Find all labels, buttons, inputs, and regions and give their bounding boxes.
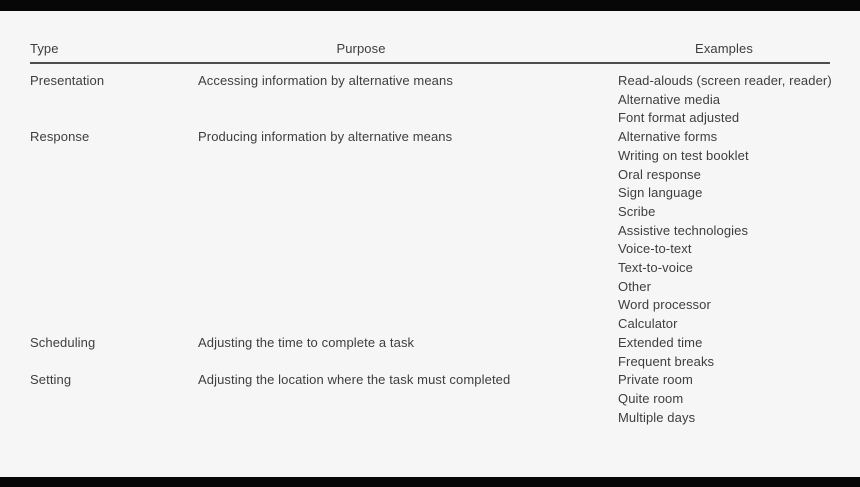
example-item: Other (618, 278, 652, 294)
table-row-setting (30, 371, 830, 427)
example-item: Frequent breaks (618, 353, 715, 369)
column-header-type: Type (30, 41, 59, 56)
table-row-presentation (30, 72, 830, 128)
example-item: Alternative media (618, 91, 721, 107)
table-header-row (30, 11, 830, 64)
type-cell: Response (30, 129, 90, 145)
examples-cell (618, 371, 830, 427)
example-item: Quite room (618, 390, 684, 406)
table-body (30, 64, 830, 427)
example-item: Voice-to-text (618, 241, 692, 257)
example-item: Writing on test booklet (618, 147, 749, 163)
example-item: Alternative forms (618, 129, 718, 145)
column-header-purpose: Purpose (336, 41, 386, 56)
examples-cell (618, 128, 830, 334)
purpose-cell: Adjusting the time to complete a task (198, 334, 415, 350)
example-item: Extended time (618, 334, 703, 350)
examples-cell (618, 334, 830, 371)
table-row-scheduling (30, 334, 830, 371)
example-item: Scribe (618, 203, 656, 219)
example-item: Word processor (618, 297, 711, 313)
column-header-examples: Examples (695, 41, 753, 56)
example-item: Multiple days (618, 409, 696, 425)
examples-cell (618, 72, 830, 128)
example-item: Private room (618, 372, 693, 388)
example-item: Assistive technologies (618, 222, 749, 238)
purpose-cell: Adjusting the location where the task must completed (198, 372, 511, 388)
example-item: Sign language (618, 185, 703, 201)
purpose-cell: Producing information by alternative means (198, 129, 453, 145)
bottom-letterbox-bar (0, 477, 860, 487)
type-cell: Setting (30, 372, 72, 388)
table-row-response (30, 128, 830, 334)
example-item: Read-alouds (screen reader, reader) (618, 73, 832, 88)
purpose-cell: Accessing information by alternative means (198, 73, 453, 88)
top-letterbox-bar (0, 0, 860, 11)
type-cell: Scheduling (30, 334, 96, 350)
example-item: Text-to-voice (618, 260, 693, 276)
example-item: Oral response (618, 166, 701, 182)
type-cell: Presentation (30, 73, 105, 88)
accommodations-table (30, 11, 830, 427)
example-item: Calculator (618, 316, 678, 332)
example-item: Font format adjusted (618, 110, 740, 126)
